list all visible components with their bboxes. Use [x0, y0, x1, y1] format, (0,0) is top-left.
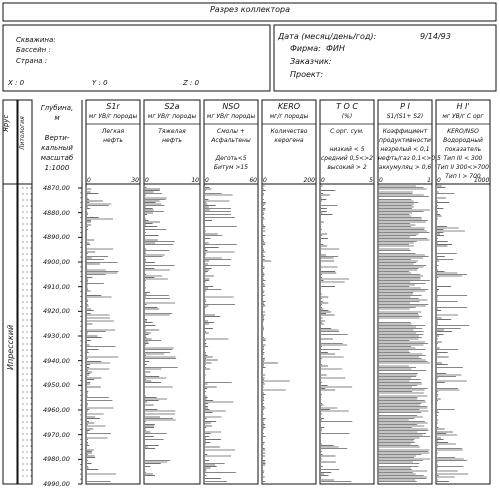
track-scale-max: 1000: [474, 177, 490, 184]
track-desc-nso: Битум >15: [213, 164, 249, 171]
country-label: Страна :: [16, 57, 48, 65]
lithology-dot: [27, 362, 28, 363]
lithology-dot: [23, 380, 24, 381]
lithology-dot: [31, 278, 32, 279]
track-desc-pi: Коэффициент: [382, 128, 428, 135]
depth-tick-label: 4880,00: [43, 208, 70, 217]
lithology-dot: [31, 446, 32, 447]
lithology-dot: [31, 230, 32, 231]
track-unit-kero: мг/г породы: [269, 113, 309, 120]
stage-column: [3, 100, 17, 484]
lithology-dot: [31, 302, 32, 303]
lithology-dot: [27, 218, 28, 219]
z-coord: Z : 0: [183, 79, 200, 87]
lithology-dot: [31, 290, 32, 291]
depth-header-line: Верти-: [44, 134, 70, 142]
lithology-dot: [27, 302, 28, 303]
lithology-dot: [23, 398, 24, 399]
lithology-dot: [27, 410, 28, 411]
track-desc-s2: Тяжелая: [158, 128, 186, 135]
lithology-dot: [27, 206, 28, 207]
lithology-dot: [23, 476, 24, 477]
track-desc-kero: Количество: [270, 128, 308, 135]
lithology-dot: [27, 428, 28, 429]
company-value: ФИН: [326, 44, 345, 53]
lithology-dot: [27, 224, 28, 225]
lithology-dot: [31, 416, 32, 417]
lithology-dot: [31, 194, 32, 195]
lithology-dot: [31, 392, 32, 393]
lithology-dot: [31, 344, 32, 345]
lithology-dot: [31, 272, 32, 273]
depth-tick-label: 4870,00: [43, 184, 70, 192]
lithology-dot: [23, 272, 24, 273]
date-label: Дата (месяц/день/год):: [278, 32, 377, 41]
track-s1: [86, 100, 140, 484]
lithology-dot: [23, 452, 24, 453]
lithology-dot: [27, 398, 28, 399]
lithology-dot: [31, 476, 32, 477]
depth-tick-label: 4990,00: [43, 480, 70, 488]
lithology-dot: [27, 272, 28, 273]
lithology-dot: [31, 368, 32, 369]
lithology-dot: [27, 290, 28, 291]
lithology-dot: [27, 404, 28, 405]
lithology-dot: [23, 446, 24, 447]
track-desc-s2: нефть: [162, 137, 182, 144]
lithology-dot: [23, 278, 24, 279]
lithology-dot: [27, 374, 28, 375]
lithology-dot: [23, 428, 24, 429]
track-unit-pi: S1/(S1+ S2): [386, 113, 424, 120]
lithology-dot: [27, 320, 28, 321]
lithology-dot: [27, 368, 28, 369]
lithology-dot: [27, 188, 28, 189]
depth-tick-label: 4940,00: [43, 356, 70, 365]
lithology-dot: [31, 386, 32, 387]
lithology-dot: [27, 416, 28, 417]
depth-tick-label: 4950,00: [43, 381, 70, 390]
x-coord: X : 0: [8, 79, 25, 87]
lithology-dot: [23, 212, 24, 213]
lithology-dot: [27, 296, 28, 297]
lithology-dot: [31, 470, 32, 471]
date-value: 9/14/93: [420, 32, 451, 41]
lithology-dot: [27, 284, 28, 285]
lithology-dot: [31, 320, 32, 321]
depth-tick-label: 4980,00: [43, 455, 70, 464]
lithology-dot: [31, 308, 32, 309]
lithology-dot: [31, 458, 32, 459]
lithology-dot: [23, 350, 24, 351]
track-scale-min: 0: [87, 177, 91, 184]
lithology-dot: [27, 344, 28, 345]
lithology-dot: [23, 404, 24, 405]
depth-header-line: 1:1000: [44, 164, 70, 172]
lithology-dot: [27, 338, 28, 339]
track-desc-toc: низкий < 5: [329, 146, 365, 153]
depth-header-line: Глубина,: [40, 104, 74, 112]
track-desc-pi: продуктивности: [379, 137, 431, 144]
lithology-dot: [23, 296, 24, 297]
lithology-dot: [31, 314, 32, 315]
lithology-dot: [31, 212, 32, 213]
company-label: Фирма:: [290, 44, 321, 53]
lithology-dot: [23, 200, 24, 201]
lithology-dot: [27, 350, 28, 351]
track-scale-min: 0: [145, 177, 149, 184]
track-unit-s2: мг УВ/г породы: [147, 113, 197, 120]
depth-tick-label: 4890,00: [43, 233, 70, 242]
lithology-dot: [23, 218, 24, 219]
lithology-dot: [27, 254, 28, 255]
track-scale-min: 0: [437, 177, 441, 184]
track-scale-min: 0: [379, 177, 383, 184]
track-scale-max: 30: [131, 177, 139, 184]
track-desc-toc: С орг. сум.: [330, 128, 364, 135]
lithology-dot: [23, 194, 24, 195]
track-desc-pi: аккумуляц > 0,6: [378, 164, 432, 171]
lithology-dot: [23, 260, 24, 261]
track-s2: [144, 100, 200, 484]
lithology-dot: [27, 278, 28, 279]
track-scale-max: 10: [191, 177, 199, 184]
lithology-dot: [27, 452, 28, 453]
lithology-dot: [23, 368, 24, 369]
lithology-dot: [31, 200, 32, 201]
lithology-dot: [27, 308, 28, 309]
lithology-dot: [23, 188, 24, 189]
track-name-nso: NSO: [222, 102, 240, 111]
lithology-dot: [23, 458, 24, 459]
lithology-dot: [23, 332, 24, 333]
lithology-dot: [27, 326, 28, 327]
depth-tick-label: 4910,00: [43, 282, 70, 291]
lithology-dot: [31, 224, 32, 225]
lithology-dot: [31, 266, 32, 267]
depth-header-line: м: [54, 114, 60, 122]
track-scale-max: 5: [369, 177, 373, 184]
lithology-header: Литология: [19, 116, 26, 150]
lithology-dot: [23, 422, 24, 423]
track-scale-min: 0: [205, 177, 209, 184]
lithology-dot: [27, 212, 28, 213]
lithology-dot: [31, 188, 32, 189]
lithology-dot: [23, 470, 24, 471]
lithology-dot: [23, 314, 24, 315]
lithology-dot: [27, 236, 28, 237]
track-desc-nso: Асфальтены: [211, 137, 251, 144]
track-desc-hi: Водородный: [443, 137, 483, 144]
lithology-dot: [23, 302, 24, 303]
track-desc-s1: Легкая: [101, 128, 125, 135]
lithology-dot: [27, 314, 28, 315]
lithology-dot: [23, 230, 24, 231]
lithology-dot: [27, 266, 28, 267]
track-scale-max: 200: [303, 177, 315, 184]
lithology-dot: [27, 476, 28, 477]
well-label: Скважина:: [16, 36, 56, 44]
track-unit-s1: мг УВ/г породы: [88, 113, 138, 120]
lithology-dot: [31, 356, 32, 357]
lithology-dot: [31, 332, 32, 333]
track-desc-s1: нефть: [103, 137, 123, 144]
track-kero: [262, 100, 316, 484]
lithology-dot: [31, 380, 32, 381]
depth-tick-label: 4900,00: [43, 258, 70, 266]
basin-label: Бассейн :: [16, 46, 51, 54]
y-coord: Y : 0: [92, 79, 108, 87]
project-label: Проект:: [290, 70, 324, 79]
lithology-dot: [31, 374, 32, 375]
lithology-dot: [31, 242, 32, 243]
lithology-dot: [31, 338, 32, 339]
lithology-dot: [27, 422, 28, 423]
lithology-dot: [27, 386, 28, 387]
track-desc-kero: керогена: [274, 137, 304, 144]
lithology-dot: [23, 440, 24, 441]
track-scale-max: 1: [427, 177, 431, 184]
lithology-dot: [27, 242, 28, 243]
track-desc-hi: Тип III < 300: [443, 155, 483, 162]
lithology-dot: [23, 248, 24, 249]
lithology-column: [18, 100, 32, 484]
lithology-dot: [31, 248, 32, 249]
lithology-dot: [23, 386, 24, 387]
lithology-dot: [31, 434, 32, 435]
lithology-dot: [23, 320, 24, 321]
client-label: Заказчик:: [290, 57, 332, 66]
depth-tick-label: 4920,00: [43, 307, 70, 316]
lithology-dot: [23, 206, 24, 207]
lithology-dot: [31, 362, 32, 363]
track-scale-min: 0: [263, 177, 267, 184]
lithology-dot: [27, 260, 28, 261]
lithology-dot: [27, 464, 28, 465]
lithology-dot: [31, 206, 32, 207]
lithology-dot: [23, 224, 24, 225]
track-unit-toc: (%): [341, 113, 353, 120]
depth-header-line: кальный: [41, 144, 73, 152]
lithology-dot: [31, 254, 32, 255]
lithology-dot: [23, 464, 24, 465]
lithology-dot: [31, 410, 32, 411]
lithology-dot: [31, 440, 32, 441]
lithology-dot: [23, 266, 24, 267]
track-unit-nso: мг УВ/г породы: [206, 113, 256, 120]
lithology-dot: [31, 296, 32, 297]
lithology-dot: [23, 434, 24, 435]
track-name-kero: KERO: [277, 102, 301, 111]
depth-tick-label: 4930,00: [43, 332, 70, 340]
track-desc-pi: нефть/газ 0,1<>0,5: [378, 155, 441, 162]
track-desc-hi: показатель: [444, 146, 482, 153]
track-scale-min: 0: [321, 177, 325, 184]
lithology-dot: [27, 440, 28, 441]
lithology-dot: [27, 356, 28, 357]
track-desc-toc: высокий > 2: [327, 164, 367, 171]
lithology-dot: [23, 374, 24, 375]
lithology-dot: [23, 338, 24, 339]
lithology-dot: [31, 398, 32, 399]
lithology-dot: [31, 326, 32, 327]
lithology-dot: [23, 236, 24, 237]
lithology-dot: [27, 200, 28, 201]
depth-header-line: масштаб: [40, 154, 74, 162]
lithology-dot: [31, 464, 32, 465]
lithology-dot: [31, 260, 32, 261]
lithology-dot: [27, 434, 28, 435]
lithology-dot: [31, 422, 32, 423]
track-desc-hi: Тип I > 700: [445, 173, 481, 180]
stage-name: Ипресский: [6, 324, 15, 370]
lithology-dot: [31, 218, 32, 219]
lithology-dot: [27, 248, 28, 249]
lithology-dot: [27, 332, 28, 333]
lithology-dot: [27, 230, 28, 231]
track-name-s2: S2a: [164, 102, 180, 111]
depth-tick-label: 4970,00: [43, 430, 70, 439]
lithology-dot: [23, 410, 24, 411]
track-name-hi: H I': [456, 102, 470, 111]
stage-header: Ярус: [2, 114, 10, 132]
track-desc-pi: незрелый < 0,1: [380, 146, 430, 153]
lithology-dot: [23, 392, 24, 393]
lithology-dot: [23, 356, 24, 357]
lithology-dot: [31, 404, 32, 405]
track-desc-hi: Тип II 300<>700: [437, 164, 489, 171]
lithology-dot: [23, 362, 24, 363]
lithology-dot: [23, 416, 24, 417]
track-name-pi: P I: [400, 102, 410, 111]
lithology-dot: [31, 428, 32, 429]
lithology-dot: [27, 458, 28, 459]
lithology-dot: [27, 194, 28, 195]
track-name-s1: S1r: [106, 102, 120, 111]
track-scale-max: 60: [249, 177, 257, 184]
lithology-dot: [23, 284, 24, 285]
lithology-dot: [31, 452, 32, 453]
lithology-dot: [31, 284, 32, 285]
depth-tick-label: 4960,00: [43, 406, 70, 414]
track-desc-nso: Смолы +: [217, 128, 245, 135]
lithology-dot: [27, 470, 28, 471]
track-unit-hi: мг УВ/г С орг: [442, 113, 484, 120]
lithology-dot: [31, 350, 32, 351]
track-name-toc: T O C: [336, 102, 358, 111]
lithology-dot: [27, 392, 28, 393]
track-desc-toc: средний 0,5<>2: [321, 155, 373, 162]
lithology-dot: [23, 290, 24, 291]
lithology-dot: [23, 242, 24, 243]
lithology-dot: [27, 446, 28, 447]
lithology-dot: [23, 344, 24, 345]
lithology-dot: [23, 326, 24, 327]
lithology-dot: [23, 254, 24, 255]
lithology-dot: [27, 380, 28, 381]
track-desc-nso: Деготь<5: [215, 155, 247, 162]
lithology-dot: [23, 308, 24, 309]
sheet-title: Разрез коллектора: [209, 5, 291, 14]
lithology-dot: [31, 236, 32, 237]
track-desc-hi: KERO/NSO: [447, 128, 479, 135]
